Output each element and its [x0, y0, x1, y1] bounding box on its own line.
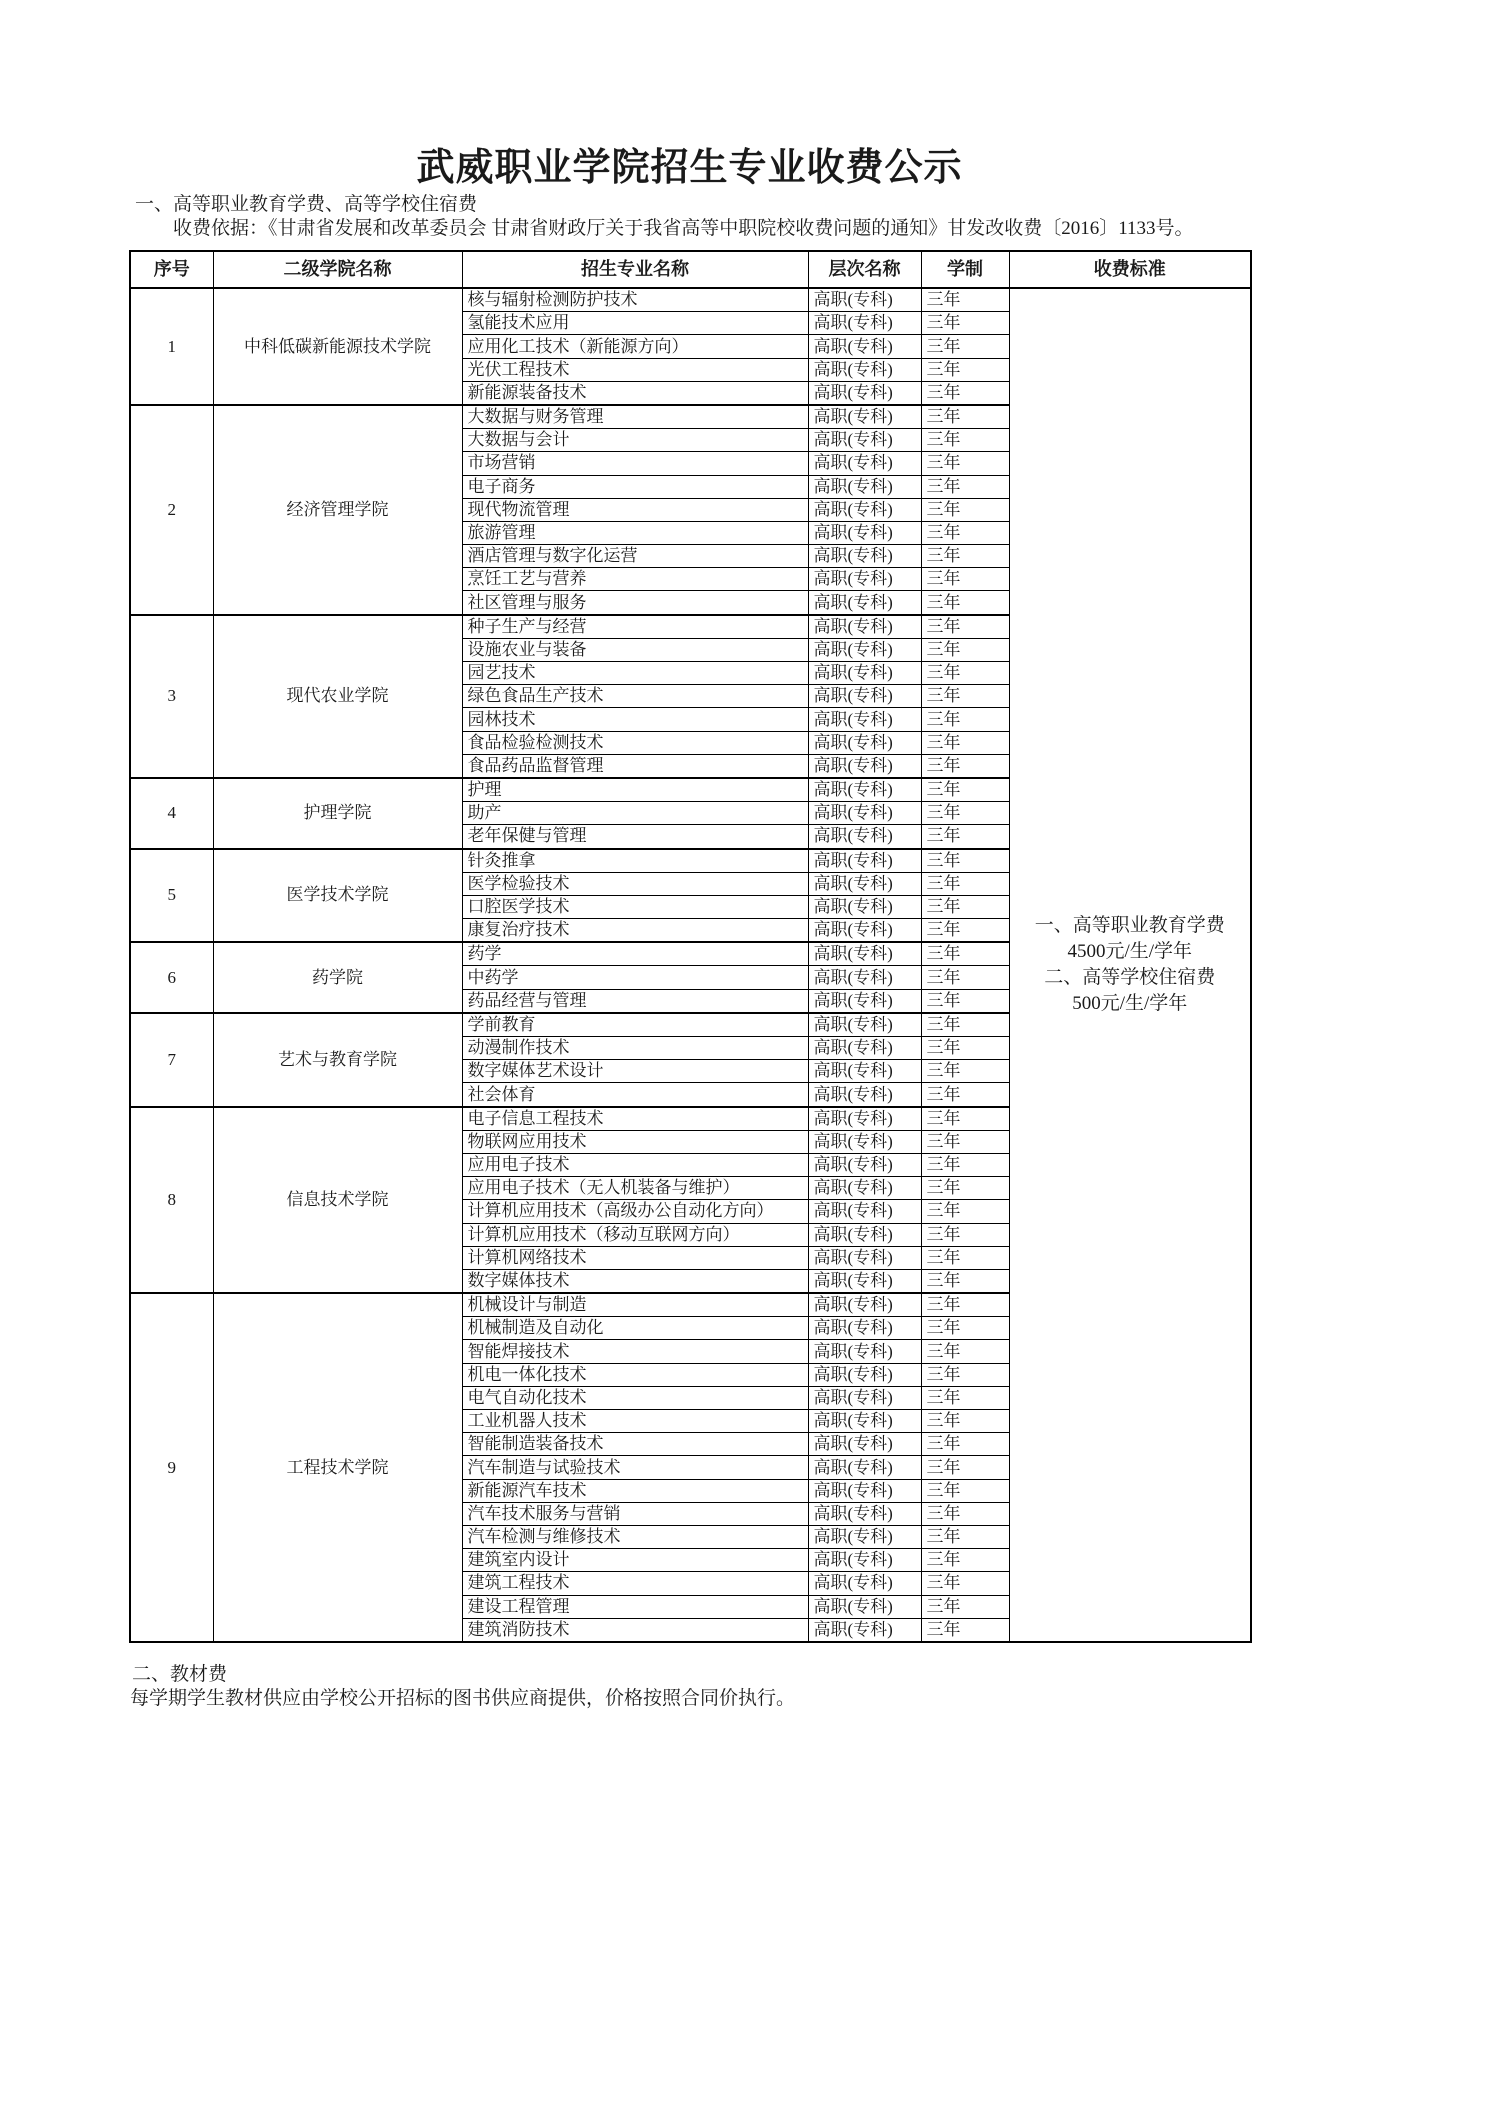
major-name-cell: 新能源装备技术 [462, 381, 808, 405]
duration-cell: 三年 [921, 312, 1009, 335]
major-name-cell: 汽车制造与试验技术 [462, 1456, 808, 1479]
duration-cell: 三年 [921, 1340, 1009, 1363]
level-name-cell: 高职(专科) [808, 521, 921, 544]
duration-cell: 三年 [921, 1618, 1009, 1642]
level-name-cell: 高职(专科) [808, 966, 921, 989]
major-name-cell: 工业机器人技术 [462, 1410, 808, 1433]
major-name-cell: 建筑消防技术 [462, 1618, 808, 1642]
duration-cell: 三年 [921, 966, 1009, 989]
major-name-cell: 口腔医学技术 [462, 895, 808, 918]
duration-cell: 三年 [921, 895, 1009, 918]
level-name-cell: 高职(专科) [808, 802, 921, 825]
duration-cell: 三年 [921, 1153, 1009, 1176]
college-name-cell: 经济管理学院 [213, 405, 462, 615]
major-name-cell: 计算机应用技术（高级办公自动化方向） [462, 1200, 808, 1223]
level-name-cell: 高职(专科) [808, 1340, 921, 1363]
duration-cell: 三年 [921, 405, 1009, 429]
fee-standard-line: 二、高等学校住宿费 [1044, 966, 1216, 988]
duration-cell: 三年 [921, 545, 1009, 568]
level-name-cell: 高职(专科) [808, 1502, 921, 1525]
level-name-cell: 高职(专科) [808, 1549, 921, 1572]
level-name-cell: 高职(专科) [808, 288, 921, 312]
duration-cell: 三年 [921, 1246, 1009, 1269]
duration-cell: 三年 [921, 358, 1009, 381]
duration-cell: 三年 [921, 1386, 1009, 1409]
level-name-cell: 高职(专科) [808, 1572, 921, 1595]
duration-cell: 三年 [921, 1083, 1009, 1107]
duration-cell: 三年 [921, 708, 1009, 731]
duration-cell: 三年 [921, 872, 1009, 895]
major-name-cell: 中药学 [462, 966, 808, 989]
level-name-cell: 高职(专科) [808, 381, 921, 405]
major-name-cell: 种子生产与经营 [462, 615, 808, 639]
major-name-cell: 老年保健与管理 [462, 825, 808, 849]
duration-cell: 三年 [921, 849, 1009, 873]
fee-standard-line: 500元/生/学年 [1072, 992, 1188, 1014]
level-name-cell: 高职(专科) [808, 1386, 921, 1409]
row-number-cell: 6 [130, 942, 213, 1013]
college-name-cell: 现代农业学院 [213, 615, 462, 778]
major-name-cell: 物联网应用技术 [462, 1130, 808, 1153]
major-name-cell: 计算机应用技术（移动互联网方向） [462, 1223, 808, 1246]
major-name-cell: 应用电子技术（无人机装备与维护） [462, 1177, 808, 1200]
level-name-cell: 高职(专科) [808, 1246, 921, 1269]
level-name-cell: 高职(专科) [808, 708, 921, 731]
duration-cell: 三年 [921, 1502, 1009, 1525]
level-name-cell: 高职(专科) [808, 1130, 921, 1153]
header-cell-level: 层次名称 [808, 251, 921, 288]
major-name-cell: 社区管理与服务 [462, 591, 808, 615]
level-name-cell: 高职(专科) [808, 591, 921, 615]
header-cell-fee: 收费标准 [1009, 251, 1251, 288]
level-name-cell: 高职(专科) [808, 849, 921, 873]
duration-cell: 三年 [921, 591, 1009, 615]
fee-table [129, 250, 1252, 1643]
duration-cell: 三年 [921, 1479, 1009, 1502]
duration-cell: 三年 [921, 429, 1009, 452]
duration-cell: 三年 [921, 498, 1009, 521]
section1-heading: 一、高等职业教育学费、高等学校住宿费 [135, 194, 478, 215]
fee-standard-line: 4500元/生/学年 [1067, 940, 1193, 962]
duration-cell: 三年 [921, 1060, 1009, 1083]
college-name-cell: 艺术与教育学院 [213, 1013, 462, 1107]
major-name-cell: 助产 [462, 802, 808, 825]
duration-cell: 三年 [921, 1572, 1009, 1595]
level-name-cell: 高职(专科) [808, 498, 921, 521]
duration-cell: 三年 [921, 1549, 1009, 1572]
duration-cell: 三年 [921, 638, 1009, 661]
level-name-cell: 高职(专科) [808, 545, 921, 568]
major-name-cell: 医学检验技术 [462, 872, 808, 895]
duration-cell: 三年 [921, 685, 1009, 708]
major-name-cell: 大数据与财务管理 [462, 405, 808, 429]
level-name-cell: 高职(专科) [808, 1317, 921, 1340]
row-number-cell: 3 [130, 615, 213, 778]
level-name-cell: 高职(专科) [808, 1595, 921, 1618]
level-name-cell: 高职(专科) [808, 1223, 921, 1246]
level-name-cell: 高职(专科) [808, 1293, 921, 1317]
level-name-cell: 高职(专科) [808, 1479, 921, 1502]
major-name-cell: 设施农业与装备 [462, 638, 808, 661]
level-name-cell: 高职(专科) [808, 989, 921, 1013]
college-name-cell: 工程技术学院 [213, 1293, 462, 1642]
major-name-cell: 康复治疗技术 [462, 919, 808, 943]
major-name-cell: 核与辐射检测防护技术 [462, 288, 808, 312]
level-name-cell: 高职(专科) [808, 685, 921, 708]
duration-cell: 三年 [921, 662, 1009, 685]
level-name-cell: 高职(专科) [808, 754, 921, 778]
major-name-cell: 社会体育 [462, 1083, 808, 1107]
level-name-cell: 高职(专科) [808, 1013, 921, 1037]
major-name-cell: 烹饪工艺与营养 [462, 568, 808, 591]
major-name-cell: 药学 [462, 942, 808, 966]
level-name-cell: 高职(专科) [808, 1153, 921, 1176]
major-name-cell: 汽车技术服务与营销 [462, 1502, 808, 1525]
major-name-cell: 机电一体化技术 [462, 1363, 808, 1386]
major-name-cell: 数字媒体技术 [462, 1269, 808, 1293]
row-number-cell: 1 [130, 288, 213, 405]
major-name-cell: 数字媒体艺术设计 [462, 1060, 808, 1083]
duration-cell: 三年 [921, 1037, 1009, 1060]
major-name-cell: 旅游管理 [462, 521, 808, 544]
level-name-cell: 高职(专科) [808, 1618, 921, 1642]
major-name-cell: 学前教育 [462, 1013, 808, 1037]
duration-cell: 三年 [921, 802, 1009, 825]
row-number-cell: 5 [130, 849, 213, 943]
level-name-cell: 高职(专科) [808, 638, 921, 661]
level-name-cell: 高职(专科) [808, 1456, 921, 1479]
duration-cell: 三年 [921, 1410, 1009, 1433]
duration-cell: 三年 [921, 615, 1009, 639]
level-name-cell: 高职(专科) [808, 825, 921, 849]
duration-cell: 三年 [921, 335, 1009, 358]
level-name-cell: 高职(专科) [808, 429, 921, 452]
duration-cell: 三年 [921, 1200, 1009, 1223]
duration-cell: 三年 [921, 288, 1009, 312]
major-name-cell: 现代物流管理 [462, 498, 808, 521]
level-name-cell: 高职(专科) [808, 335, 921, 358]
level-name-cell: 高职(专科) [808, 312, 921, 335]
level-name-cell: 高职(专科) [808, 1177, 921, 1200]
major-name-cell: 绿色食品生产技术 [462, 685, 808, 708]
major-name-cell: 新能源汽车技术 [462, 1479, 808, 1502]
duration-cell: 三年 [921, 452, 1009, 475]
level-name-cell: 高职(专科) [808, 1083, 921, 1107]
major-name-cell: 园艺技术 [462, 662, 808, 685]
level-name-cell: 高职(专科) [808, 405, 921, 429]
table-row [130, 288, 1251, 312]
duration-cell: 三年 [921, 1525, 1009, 1548]
header-cell-college: 二级学院名称 [213, 251, 462, 288]
major-name-cell: 药品经营与管理 [462, 989, 808, 1013]
duration-cell: 三年 [921, 1130, 1009, 1153]
duration-cell: 三年 [921, 1317, 1009, 1340]
major-name-cell: 建筑室内设计 [462, 1549, 808, 1572]
duration-cell: 三年 [921, 568, 1009, 591]
duration-cell: 三年 [921, 778, 1009, 802]
fee-standard-line: 一、高等职业教育学费 [1034, 914, 1225, 936]
level-name-cell: 高职(专科) [808, 1410, 921, 1433]
duration-cell: 三年 [921, 825, 1009, 849]
duration-cell: 三年 [921, 1107, 1009, 1131]
level-name-cell: 高职(专科) [808, 1269, 921, 1293]
duration-cell: 三年 [921, 521, 1009, 544]
college-name-cell: 药学院 [213, 942, 462, 1013]
level-name-cell: 高职(专科) [808, 778, 921, 802]
major-name-cell: 氢能技术应用 [462, 312, 808, 335]
major-name-cell: 建筑工程技术 [462, 1572, 808, 1595]
level-name-cell: 高职(专科) [808, 358, 921, 381]
major-name-cell: 大数据与会计 [462, 429, 808, 452]
header-cell-major: 招生专业名称 [462, 251, 808, 288]
row-number-cell: 9 [130, 1293, 213, 1642]
header-cell-years: 学制 [921, 251, 1009, 288]
major-name-cell: 计算机网络技术 [462, 1246, 808, 1269]
major-name-cell: 针灸推拿 [462, 849, 808, 873]
row-number-cell: 7 [130, 1013, 213, 1107]
major-name-cell: 酒店管理与数字化运营 [462, 545, 808, 568]
duration-cell: 三年 [921, 381, 1009, 405]
duration-cell: 三年 [921, 1013, 1009, 1037]
level-name-cell: 高职(专科) [808, 1060, 921, 1083]
major-name-cell: 动漫制作技术 [462, 1037, 808, 1060]
duration-cell: 三年 [921, 731, 1009, 754]
duration-cell: 三年 [921, 1456, 1009, 1479]
fee-table-header [130, 251, 1251, 288]
duration-cell: 三年 [921, 1595, 1009, 1618]
duration-cell: 三年 [921, 989, 1009, 1013]
college-name-cell: 医学技术学院 [213, 849, 462, 943]
major-name-cell: 食品药品监督管理 [462, 754, 808, 778]
major-name-cell: 电子信息工程技术 [462, 1107, 808, 1131]
level-name-cell: 高职(专科) [808, 615, 921, 639]
major-name-cell: 应用化工技术（新能源方向） [462, 335, 808, 358]
duration-cell: 三年 [921, 475, 1009, 498]
duration-cell: 三年 [921, 1363, 1009, 1386]
major-name-cell: 机械设计与制造 [462, 1293, 808, 1317]
level-name-cell: 高职(专科) [808, 475, 921, 498]
level-name-cell: 高职(专科) [808, 1107, 921, 1131]
duration-cell: 三年 [921, 1177, 1009, 1200]
fee-table-body [130, 288, 1251, 1642]
header-cell-no: 序号 [130, 251, 213, 288]
level-name-cell: 高职(专科) [808, 942, 921, 966]
college-name-cell: 信息技术学院 [213, 1107, 462, 1294]
header-row [130, 251, 1251, 288]
level-name-cell: 高职(专科) [808, 872, 921, 895]
duration-cell: 三年 [921, 919, 1009, 943]
college-name-cell: 中科低碳新能源技术学院 [213, 288, 462, 405]
section1-basis-text: 收费依据：《甘肃省发展和改革委员会 甘肃省财政厅关于我省高等中职院校收费问题的通知》甘发改收费〔2016〕1133号。 [173, 218, 1194, 239]
major-name-cell: 光伏工程技术 [462, 358, 808, 381]
duration-cell: 三年 [921, 1433, 1009, 1456]
major-name-cell: 护理 [462, 778, 808, 802]
major-name-cell: 电子商务 [462, 475, 808, 498]
level-name-cell: 高职(专科) [808, 1525, 921, 1548]
row-number-cell: 2 [130, 405, 213, 615]
major-name-cell: 机械制造及自动化 [462, 1317, 808, 1340]
duration-cell: 三年 [921, 754, 1009, 778]
college-name-cell: 护理学院 [213, 778, 462, 849]
level-name-cell: 高职(专科) [808, 662, 921, 685]
level-name-cell: 高职(专科) [808, 568, 921, 591]
section2-body-text: 每学期学生教材供应由学校公开招标的图书供应商提供，价格按照合同价执行。 [130, 1688, 796, 1709]
fee-standard-cell [1009, 288, 1251, 1642]
level-name-cell: 高职(专科) [808, 1433, 921, 1456]
major-name-cell: 园林技术 [462, 708, 808, 731]
duration-cell: 三年 [921, 1293, 1009, 1317]
row-number-cell: 8 [130, 1107, 213, 1294]
level-name-cell: 高职(专科) [808, 1200, 921, 1223]
major-name-cell: 智能制造装备技术 [462, 1433, 808, 1456]
major-name-cell: 建设工程管理 [462, 1595, 808, 1618]
level-name-cell: 高职(专科) [808, 1037, 921, 1060]
major-name-cell: 食品检验检测技术 [462, 731, 808, 754]
major-name-cell: 汽车检测与维修技术 [462, 1525, 808, 1548]
major-name-cell: 电气自动化技术 [462, 1386, 808, 1409]
level-name-cell: 高职(专科) [808, 731, 921, 754]
major-name-cell: 智能焊接技术 [462, 1340, 808, 1363]
major-name-cell: 应用电子技术 [462, 1153, 808, 1176]
page-title: 武威职业学院招生专业收费公示 [416, 147, 963, 189]
duration-cell: 三年 [921, 1269, 1009, 1293]
row-number-cell: 4 [130, 778, 213, 849]
level-name-cell: 高职(专科) [808, 919, 921, 943]
major-name-cell: 市场营销 [462, 452, 808, 475]
level-name-cell: 高职(专科) [808, 895, 921, 918]
duration-cell: 三年 [921, 1223, 1009, 1246]
level-name-cell: 高职(专科) [808, 452, 921, 475]
duration-cell: 三年 [921, 942, 1009, 966]
section2-heading: 二、教材费 [132, 1664, 228, 1685]
level-name-cell: 高职(专科) [808, 1363, 921, 1386]
